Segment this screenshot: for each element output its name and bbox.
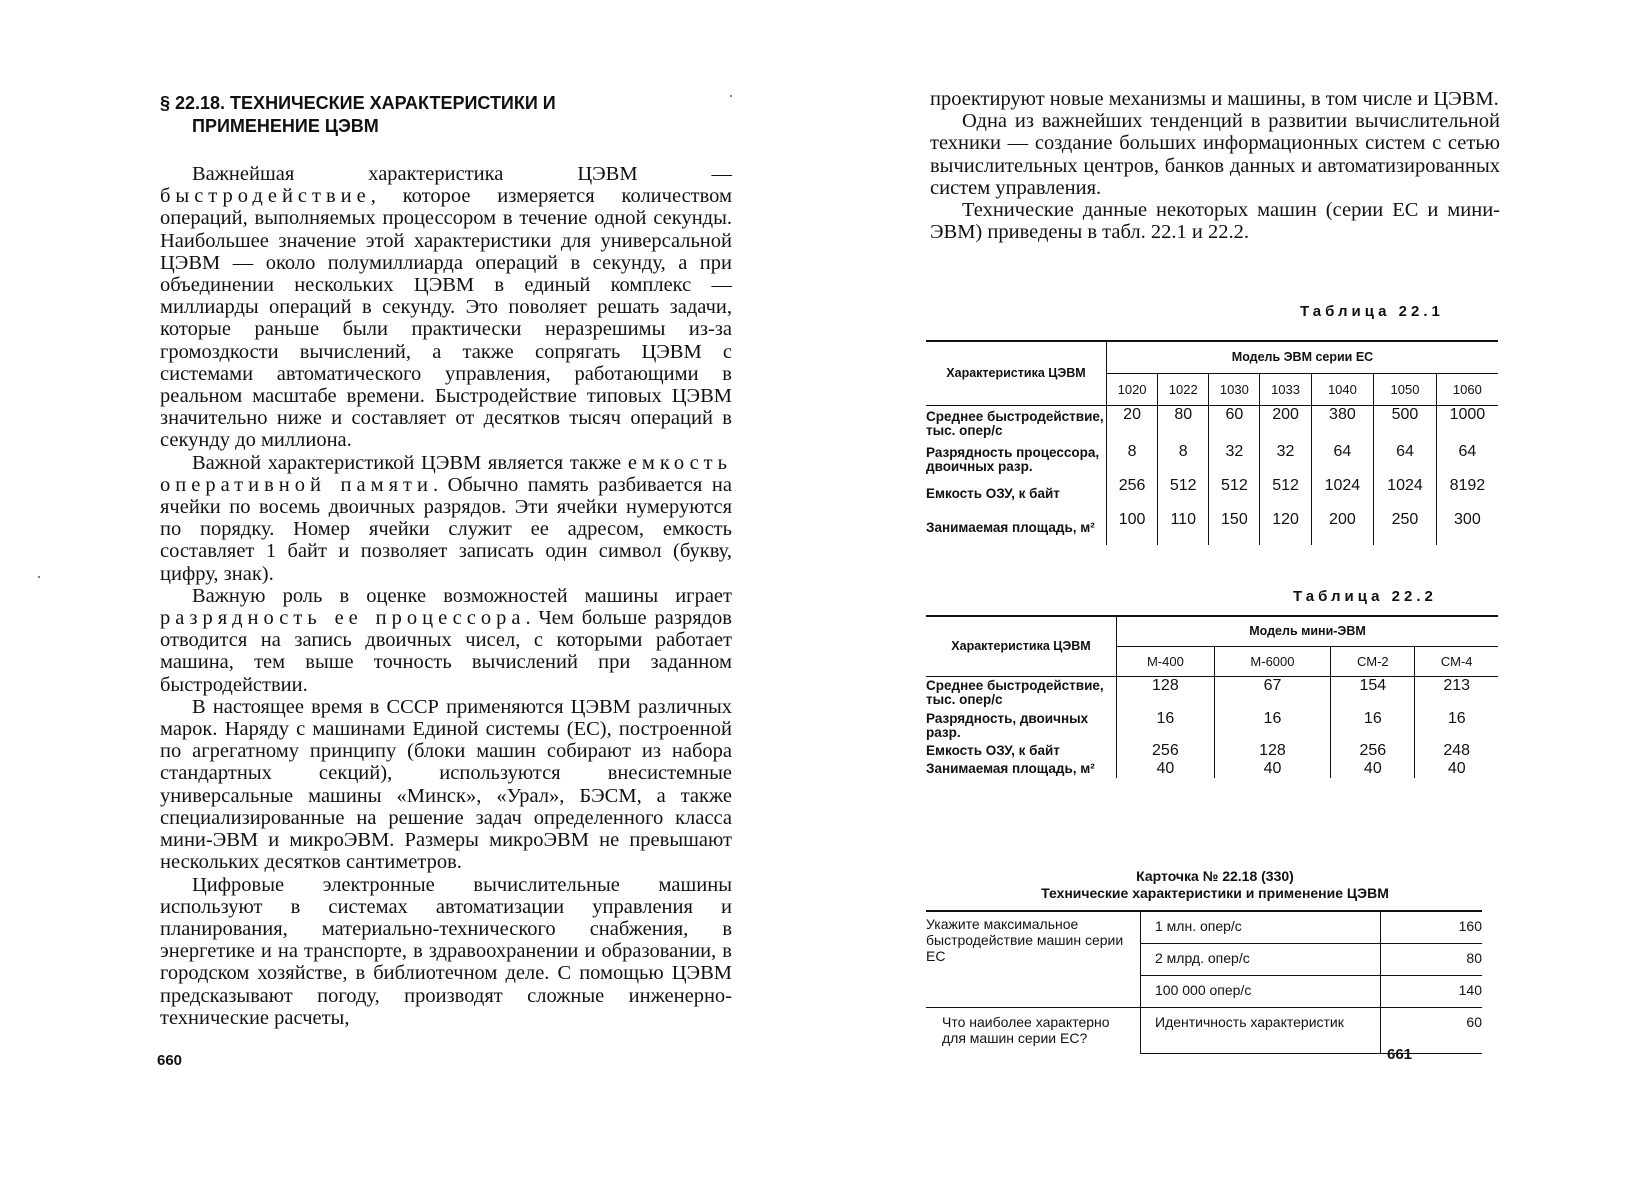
card-table: [926, 910, 1482, 1054]
table-cell: 64: [1374, 443, 1437, 477]
table-cell: 8192: [1436, 477, 1498, 511]
model-header: М-400: [1117, 646, 1215, 676]
table-cell: 1024: [1311, 477, 1374, 511]
paragraph: Важную роль в оценке возможностей машины играет разрядность ее процессора. Чем больше разрядов отводится на запись двоичных чисел, с которыми работает машина, тем выше точность вычислений при заданном быстродействии.: [160, 584, 732, 696]
model-header: М-6000: [1214, 646, 1330, 676]
table-cell: 8: [1158, 443, 1209, 477]
table-1-group-header: Модель ЭВМ серии ЕС: [1107, 341, 1499, 373]
model-header: 1040: [1311, 373, 1374, 405]
table-row: [926, 443, 1498, 477]
table-2-group-header: Модель мини-ЭВМ: [1117, 616, 1499, 646]
card-answer-code: 140: [1381, 975, 1483, 1007]
scan-speck: [730, 95, 732, 97]
card-answer: 100 000 опер/с: [1141, 975, 1381, 1007]
table-cell: 16: [1117, 710, 1215, 742]
model-header: 1050: [1374, 373, 1437, 405]
paragraph: Важнейшая характеристика ЦЭВМ — быстродействие, которое измеряется количеством операций, выполняемых процессором в течение одной секунды. Наибольшее значение этой характеристики для универсальной ЦЭВМ — около полумиллиарда операций в секунду, а при объединении нескольких ЦЭВМ в единый комплекс — миллиарды операций в секунду. Это поволяет решать задачи, которые раньше были практически неразрешимы из-за громоздкости вычислений, а также сопрягать ЦЭВМ с системами автоматического управления, работающими в реальном масштабе времени. Быстродействие типовых ЦЭВМ значительно ниже и составляет от десятков тысяч операций в секунду до миллиона.: [160, 163, 732, 452]
model-header: 1033: [1260, 373, 1311, 405]
table-cell: 213: [1415, 676, 1498, 710]
table-2: [926, 615, 1498, 778]
table-cell: 154: [1331, 676, 1415, 710]
table-2-caption: Таблица 22.2: [1293, 588, 1437, 605]
table-cell: 500: [1374, 405, 1437, 443]
left-page-body: [160, 163, 732, 1029]
table-1-caption: Таблица 22.1: [1300, 303, 1444, 320]
model-header: СМ-2: [1331, 646, 1415, 676]
row-label: Занимаемая площадь, м²: [926, 761, 1095, 776]
card-question-2: Что наиболее характерно для машин серии ЕС?: [942, 1013, 1110, 1046]
table-1-col-header: Характеристика ЦЭВМ: [926, 341, 1107, 405]
table-cell: 380: [1311, 405, 1374, 443]
table-cell: 120: [1260, 511, 1311, 545]
table-cell: 67: [1214, 676, 1330, 710]
table-cell: 200: [1260, 405, 1311, 443]
table-cell: 8: [1107, 443, 1158, 477]
paragraph: Цифровые электронные вычислительные машины используют в системах автоматизации управления и планирования, материально-технического снабжения, в энергетике и на транспорте, в здравоохранении и образовании, в городском хозяйстве, в библиотечном деле. С помощью ЦЭВМ предсказывают погоду, производят сложные инженерно-технические расчеты,: [160, 873, 732, 1029]
table-cell: 32: [1209, 443, 1260, 477]
card-answer: 1 млн. опер/с: [1141, 911, 1381, 943]
table-cell: 512: [1260, 477, 1311, 511]
table-cell: 256: [1117, 742, 1215, 760]
table-cell: 200: [1311, 511, 1374, 545]
table-cell: 40: [1415, 760, 1498, 778]
paragraph: В настоящее время в СССР применяются ЦЭВМ различных марок. Наряду с машинами Единой системы (ЕС), построенной по агрегатному принципу (блоки машин собирают из набора стандартных секций), используются внесистемные универсальные машины «Минск», «Урал», БЭСМ, а также специализированные на решение задач определенного класса мини-ЭВМ и микроЭВМ. Размеры микроЭВМ не превышают нескольких десятков сантиметров.: [160, 695, 732, 874]
card-title-line-1: Карточка № 22.18 (330): [1136, 868, 1294, 884]
table-cell: 64: [1436, 443, 1498, 477]
table-1: [926, 340, 1498, 545]
table-cell: 256: [1107, 477, 1158, 511]
card-title-line-2: Технические характеристики и применение ЦЭВМ: [1041, 885, 1389, 901]
table-cell: 250: [1374, 511, 1437, 545]
paragraph: Технические данные некоторых машин (серии ЕС и мини-ЭВМ) приведены в табл. 22.1 и 22.2.: [930, 199, 1500, 244]
card-answer: Идентичность характеристик: [1141, 1007, 1381, 1053]
table-row: [926, 676, 1498, 710]
scan-speck: [38, 576, 40, 578]
paragraph: Одна из важнейших тенденций в развитии вычислительной техники — создание больших информационных систем с сетью вычислительных центров, банков данных и автоматизированных систем управления.: [930, 110, 1500, 199]
table-cell: 40: [1331, 760, 1415, 778]
table-cell: 512: [1209, 477, 1260, 511]
table-cell: 128: [1117, 676, 1215, 710]
table-cell: 16: [1331, 710, 1415, 742]
table-cell: 248: [1415, 742, 1498, 760]
row-label: Емкость ОЗУ, к байт: [926, 486, 1060, 501]
table-cell: 512: [1158, 477, 1209, 511]
model-header: СМ-4: [1415, 646, 1498, 676]
card-title: [930, 868, 1500, 902]
card-question-1: Укажите максимальное быстродействие машин серии ЕС: [926, 911, 1141, 1007]
paragraph: проектируют новые механизмы и машины, в том числе и ЦЭВМ.: [930, 88, 1499, 110]
page-number-left: 660: [157, 1052, 183, 1069]
table-cell: 128: [1214, 742, 1330, 760]
heading-line-1: § 22.18. ТЕХНИЧЕСКИЕ ХАРАКТЕРИСТИКИ И: [160, 93, 556, 113]
table-cell: 1024: [1374, 477, 1437, 511]
table-cell: 60: [1209, 405, 1260, 443]
section-heading: [160, 92, 640, 138]
table-row: [926, 760, 1498, 778]
model-header: 1060: [1436, 373, 1498, 405]
table-row: [926, 710, 1498, 742]
card-answer-code: 60: [1381, 1007, 1483, 1053]
table-cell: 150: [1209, 511, 1260, 545]
model-header: 1022: [1158, 373, 1209, 405]
table-cell: 110: [1158, 511, 1209, 545]
heading-line-2: ПРИМЕНЕНИЕ ЦЭВМ: [192, 116, 379, 136]
card-answer-code: 160: [1381, 911, 1483, 943]
table-2-col-header: Характеристика ЦЭВМ: [926, 616, 1117, 676]
table-row: [926, 477, 1498, 511]
row-label: Среднее быстродействие, тыс. опер/с: [926, 409, 1104, 439]
table-row: [926, 511, 1498, 545]
table-cell: 80: [1158, 405, 1209, 443]
table-cell: 256: [1331, 742, 1415, 760]
row-label: Среднее быстродействие, тыс. опер/с: [926, 678, 1104, 708]
table-cell: 300: [1436, 511, 1498, 545]
card-answer-code: 80: [1381, 943, 1483, 975]
table-cell: 16: [1214, 710, 1330, 742]
table-cell: 20: [1107, 405, 1158, 443]
right-page-body: [930, 88, 1500, 243]
row-label: Разрядность, двоичных разр.: [926, 711, 1089, 740]
table-cell: 40: [1117, 760, 1215, 778]
table-row: [926, 405, 1498, 443]
table-cell: 1000: [1436, 405, 1498, 443]
row-label: Занимаемая площадь, м²: [926, 520, 1095, 535]
table-cell: 100: [1107, 511, 1158, 545]
row-label: Емкость ОЗУ, к байт: [926, 743, 1060, 758]
table-row: [926, 742, 1498, 760]
table-cell: 32: [1260, 443, 1311, 477]
paragraph: Важной характеристикой ЦЭВМ является также емкость оперативной памяти. Обычно память разбивается на ячейки по восемь двоичных разрядов. Эти ячейки нумеруются по порядку. Номер ячейки служит ее адресом, емкость составляет 1 байт и позволяет записать один символ (букву, цифру, знак).: [160, 451, 732, 585]
page-number-right: 661: [1387, 1046, 1413, 1063]
model-header: 1020: [1107, 373, 1158, 405]
table-cell: 16: [1415, 710, 1498, 742]
table-cell: 40: [1214, 760, 1330, 778]
row-label: Разрядность процессора, двоичных разр.: [926, 445, 1100, 474]
table-cell: 64: [1311, 443, 1374, 477]
card-answer: 2 млрд. опер/с: [1141, 943, 1381, 975]
model-header: 1030: [1209, 373, 1260, 405]
